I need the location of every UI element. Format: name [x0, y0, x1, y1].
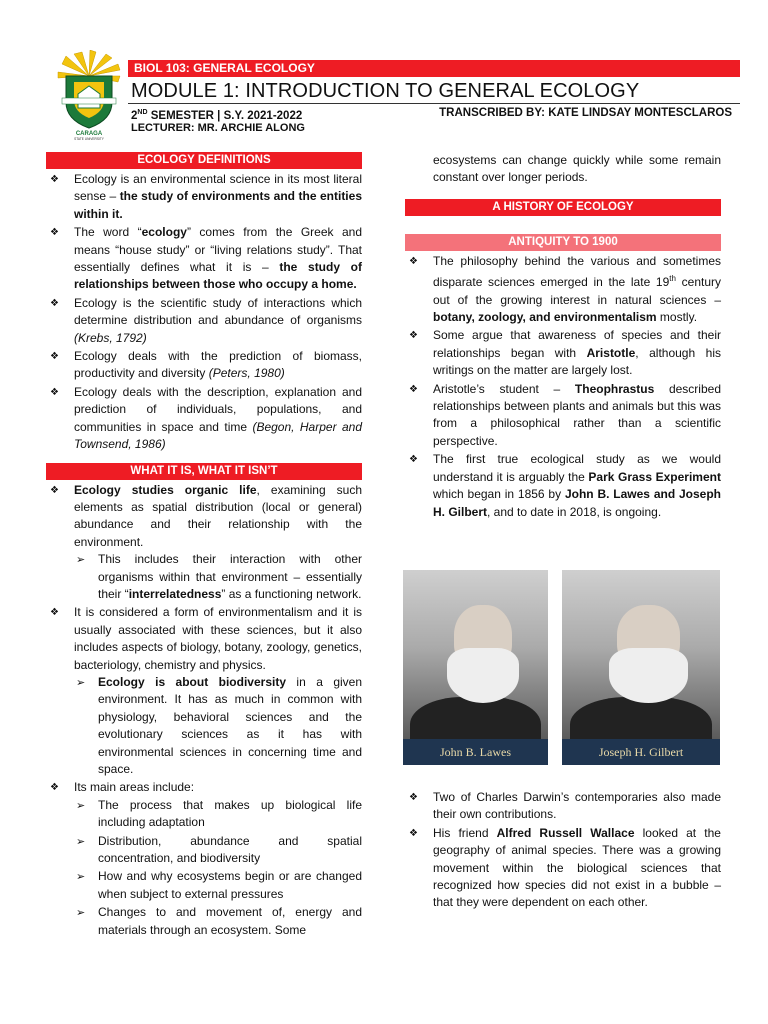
section-heading-history: A HISTORY OF ECOLOGY	[405, 199, 721, 216]
list-item: ❖ Ecology deals with the prediction of biomass, productivity and diversity (Peters, 1980)	[46, 348, 362, 383]
section-heading-what-it-is: WHAT IT IS, WHAT IT ISN’T	[46, 463, 362, 480]
university-logo	[54, 50, 124, 142]
right-column	[405, 152, 721, 522]
sub-list-item: ➢ The process that makes up biological life including adaptation	[74, 797, 362, 832]
sub-list	[74, 797, 362, 939]
sub-list	[74, 674, 362, 778]
list-item: ❖ Some argue that awareness of species and their relationships began with Aristotle, although his writings on the matter are largely lost.	[405, 327, 721, 379]
module-title: MODULE 1: INTRODUCTION TO GENERAL ECOLOGY	[131, 80, 640, 102]
list-item: ❖ His friend Alfred Russell Wallace looked at the geography of animal species. There was a growing movement within the biological sciences that recognized how species did not exist in a bubble – that they were dependent on each other.	[405, 825, 721, 912]
list-item: ❖ Ecology is the scientific study of interactions which determine distribution and abundance of organisms (Krebs, 1792)	[46, 295, 362, 347]
sub-list-item: ➢ How and why ecosystems begin or are changed when subject to external pressures	[74, 868, 362, 903]
section-heading-antiquity: ANTIQUITY TO 1900	[405, 234, 721, 251]
list-item: ❖ It is considered a form of environmentalism and it is usually associated with these sciences, but it also includes aspects of biology, botany, zoology, genetics, bacteriology, chemistry and physics. ➢ Ecology is about biodiversity in a given environment. It has as much in common with physiology, behavioral sciences and the evolutionary sciences as it has with environmental sciences in concerning time and space.	[46, 604, 362, 778]
title-divider	[128, 103, 740, 104]
list-item: ❖ The philosophy behind the various and sometimes disparate sciences emerged in the late 19th century out of the growing interest in natural sciences – botany, zoology, and environmentalism mostly.	[405, 253, 721, 327]
list-item: ❖ Its main areas include: ➢ The process that makes up biological life including adaptation ➢ Distribution, abundance and spatial concentration, and biodiversity ➢ How and why ecosystems begin or are changed when subject to external pressures ➢ Changes to and movement of, energy and materials through an ecosystem. Some	[46, 779, 362, 939]
list-item: ❖ Ecology studies organic life, examining such elements as spatial distribution (local or general) abundance and their relationship with the environment. ➢ This includes their interaction with other organisms within that environment – essentially their “interrelatedness” as a functioning network.	[46, 482, 362, 604]
svg-text:CARAGA: CARAGA	[75, 131, 103, 137]
list-item: ❖ The word “ecology” comes from the Greek and means “house study” or “living relations study”. That essentially defines what it is – the study of relationships between those who occupy a home.	[46, 224, 362, 294]
sub-list	[74, 551, 362, 603]
semester-info: 2ND SEMESTER | S.Y. 2021-2022	[131, 109, 303, 122]
photo-john-lawes	[403, 570, 548, 765]
course-banner: BIOL 103: GENERAL ECOLOGY	[128, 60, 740, 77]
list-item: ❖ Ecology is an environmental science in its most literal sense – the study of environments and the entities within it.	[46, 171, 362, 223]
list-item: ❖ The first true ecological study as we would understand it is arguably the Park Grass Experiment which began in 1856 by John B. Lawes and Joseph H. Gilbert, and to date in 2018, is ongoing.	[405, 451, 721, 521]
list-item: ❖ Ecology deals with the description, explanation and prediction of individuals, populations, and communities in space and time (Begon, Harper and Townsend, 1986)	[46, 384, 362, 454]
transcriber-info: TRANSCRIBED BY: KATE LINDSAY MONTESCLAROS	[439, 107, 732, 119]
section-heading-definitions: ECOLOGY DEFINITIONS	[46, 152, 362, 169]
photo-joseph-gilbert	[562, 570, 720, 765]
contemporaries-list	[405, 789, 721, 912]
sub-list-item: ➢ This includes their interaction with other organisms within that environment – essentially their “interrelatedness” as a functioning network.	[74, 551, 362, 603]
svg-text:STATE UNIVERSITY: STATE UNIVERSITY	[74, 137, 104, 141]
left-column	[46, 152, 362, 940]
sub-list-item: ➢ Changes to and movement of, energy and materials through an ecosystem. Some	[74, 904, 362, 939]
lecturer-info: LECTURER: MR. ARCHIE ALONG	[131, 122, 305, 134]
photo-caption: Joseph H. Gilbert	[562, 739, 720, 765]
definitions-list	[46, 171, 362, 454]
list-item: ❖ Aristotle’s student – Theophrastus described relationships between plants and animals but this was from a philosophical rather than a scientific perspective.	[405, 381, 721, 451]
sub-list-item: ➢ Ecology is about biodiversity in a given environment. It has as much in common with physiology, behavioral sciences and the evolutionary sciences as it has with environmental sciences in concerning time and space.	[74, 674, 362, 778]
continued-text: ecosystems can change quickly while some remain constant over longer periods.	[433, 153, 721, 185]
history-list	[405, 253, 721, 521]
sub-list-item: ➢ Distribution, abundance and spatial concentration, and biodiversity	[74, 833, 362, 868]
list-item: ❖ Two of Charles Darwin’s contemporaries also made their own contributions.	[405, 789, 721, 824]
photo-caption: John B. Lawes	[403, 739, 548, 765]
what-it-is-list	[46, 482, 362, 940]
right-column-lower	[405, 789, 721, 913]
